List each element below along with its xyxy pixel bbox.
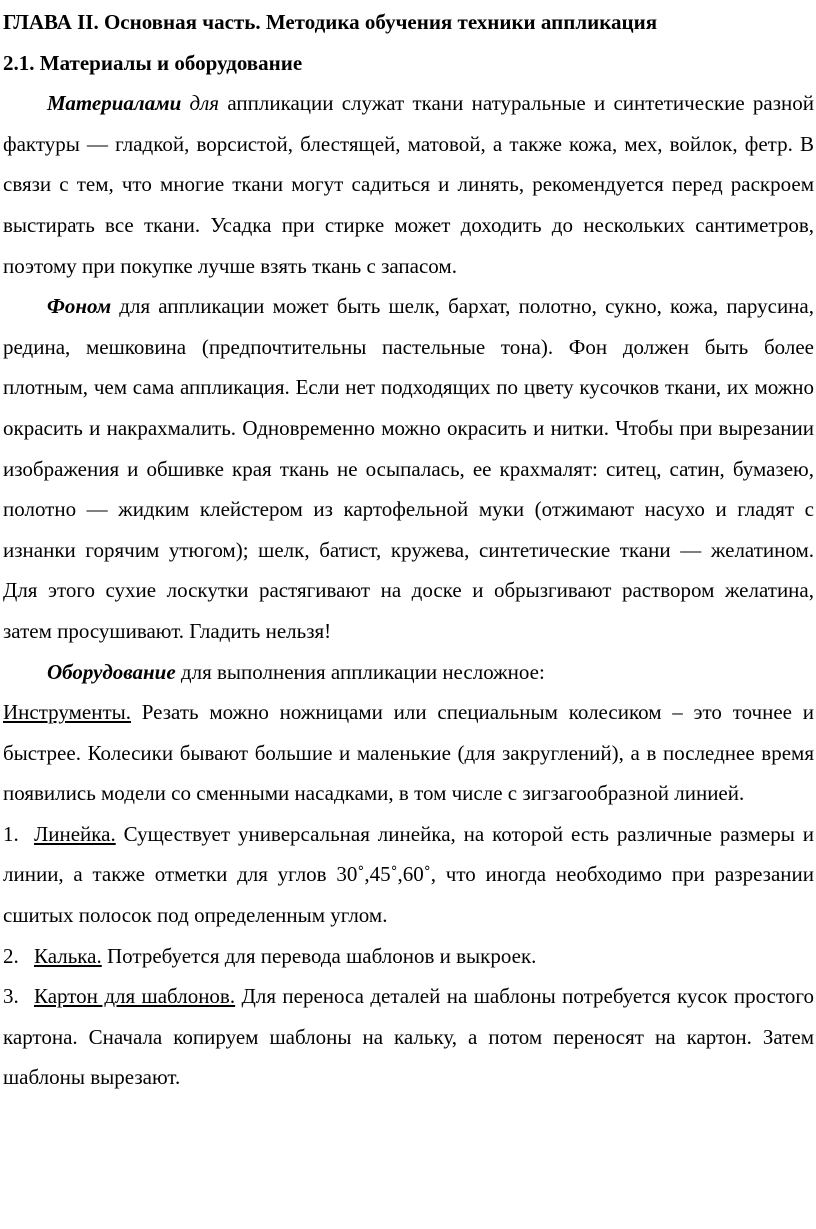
paragraph-materials-text: аппликации служат ткани натуральные и синтетические разной фактуры — гладкой, ворсистой, блестящей, матовой, а также кожа, мех, войлок, фетр. В связи с тем, что многие ткани могут садиться и линять, рекомендуется перед раскроем выстирать все ткани. Усадка при стирке может доходить до нескольких сантиметров, поэтому при покупке лучше взять ткань с запасом. xyxy=(3,91,814,278)
term-tools: Инструменты. xyxy=(3,700,131,725)
paragraph-tools xyxy=(3,692,814,814)
list-item-number: 3. xyxy=(3,984,19,1009)
list-item-number: 1. xyxy=(3,821,19,846)
term-equipment: Оборудование xyxy=(47,659,176,684)
list-item xyxy=(3,814,814,936)
list-item-label: Калька. xyxy=(34,943,102,968)
list-item xyxy=(3,976,814,1098)
list-item-label: Линейка. xyxy=(34,821,116,846)
paragraph-background xyxy=(3,286,814,651)
section-heading: 2.1. Материалы и оборудование xyxy=(3,50,303,75)
paragraph-background-text: для аппликации может быть шелк, бархат, полотно, сукно, кожа, парусина, редина, мешковина (предпочтительны пастельные тона). Фон должен быть более плотным, чем сама аппликация. Если нет подходящих по цвету кусочков ткани, их можно окрасить и накрахмалить. Одновременно можно окрасить и нитки. Чтобы при вырезании изображения и обшивке края ткань не осыпалась, ее крахмалят: ситец, сатин, бумазею, полотно — жидким клейстером из картофельной муки (отжимают насухо и гладят с изнанки горячим утюгом); шелк, батист, кружева, синтетические ткани — желатином. Для этого сухие лоскутки растягивают на доске и обрызгивают раствором желатина, затем просушивают. Гладить нельзя! xyxy=(3,294,814,643)
list-item-label: Картон для шаблонов. xyxy=(34,984,236,1009)
list-item-text: Для переноса деталей на шаблоны потребуется кусок простого картона. Сначала копируем шаблоны на кальку, а потом переносят на картон. Затем шаблоны вырезают. xyxy=(3,984,814,1090)
list-item-text: Потребуется для перевода шаблонов и выкроек. xyxy=(101,943,537,968)
paragraph-materials xyxy=(3,83,814,286)
term-materials-for: для xyxy=(189,91,220,116)
list-item-text: Существует универсальная линейка, на которой есть различные размеры и линии, а также отметки для углов 30˚,45˚,60˚, что иногда необходимо при разрезании сшитых полосок под определенным углом. xyxy=(3,821,814,928)
paragraph-tools-text: Резать можно ножницами или специальным колесиком – это точнее и быстрее. Колесики бывают большие и маленькие (для закруглений), а в последнее время появились модели со сменными насадками, в том числе с зигзагообразной линией. xyxy=(3,700,814,806)
list-item xyxy=(3,936,814,977)
list-item-number: 2. xyxy=(3,943,19,968)
chapter-heading: ГЛАВА II. Основная часть. Методика обучения техники аппликация xyxy=(3,10,658,34)
paragraph-equipment-text: для выполнения аппликации несложное: xyxy=(175,659,545,684)
paragraph-equipment xyxy=(3,652,814,693)
term-materials: Материалами xyxy=(47,91,182,116)
term-background: Фоном xyxy=(47,294,112,319)
